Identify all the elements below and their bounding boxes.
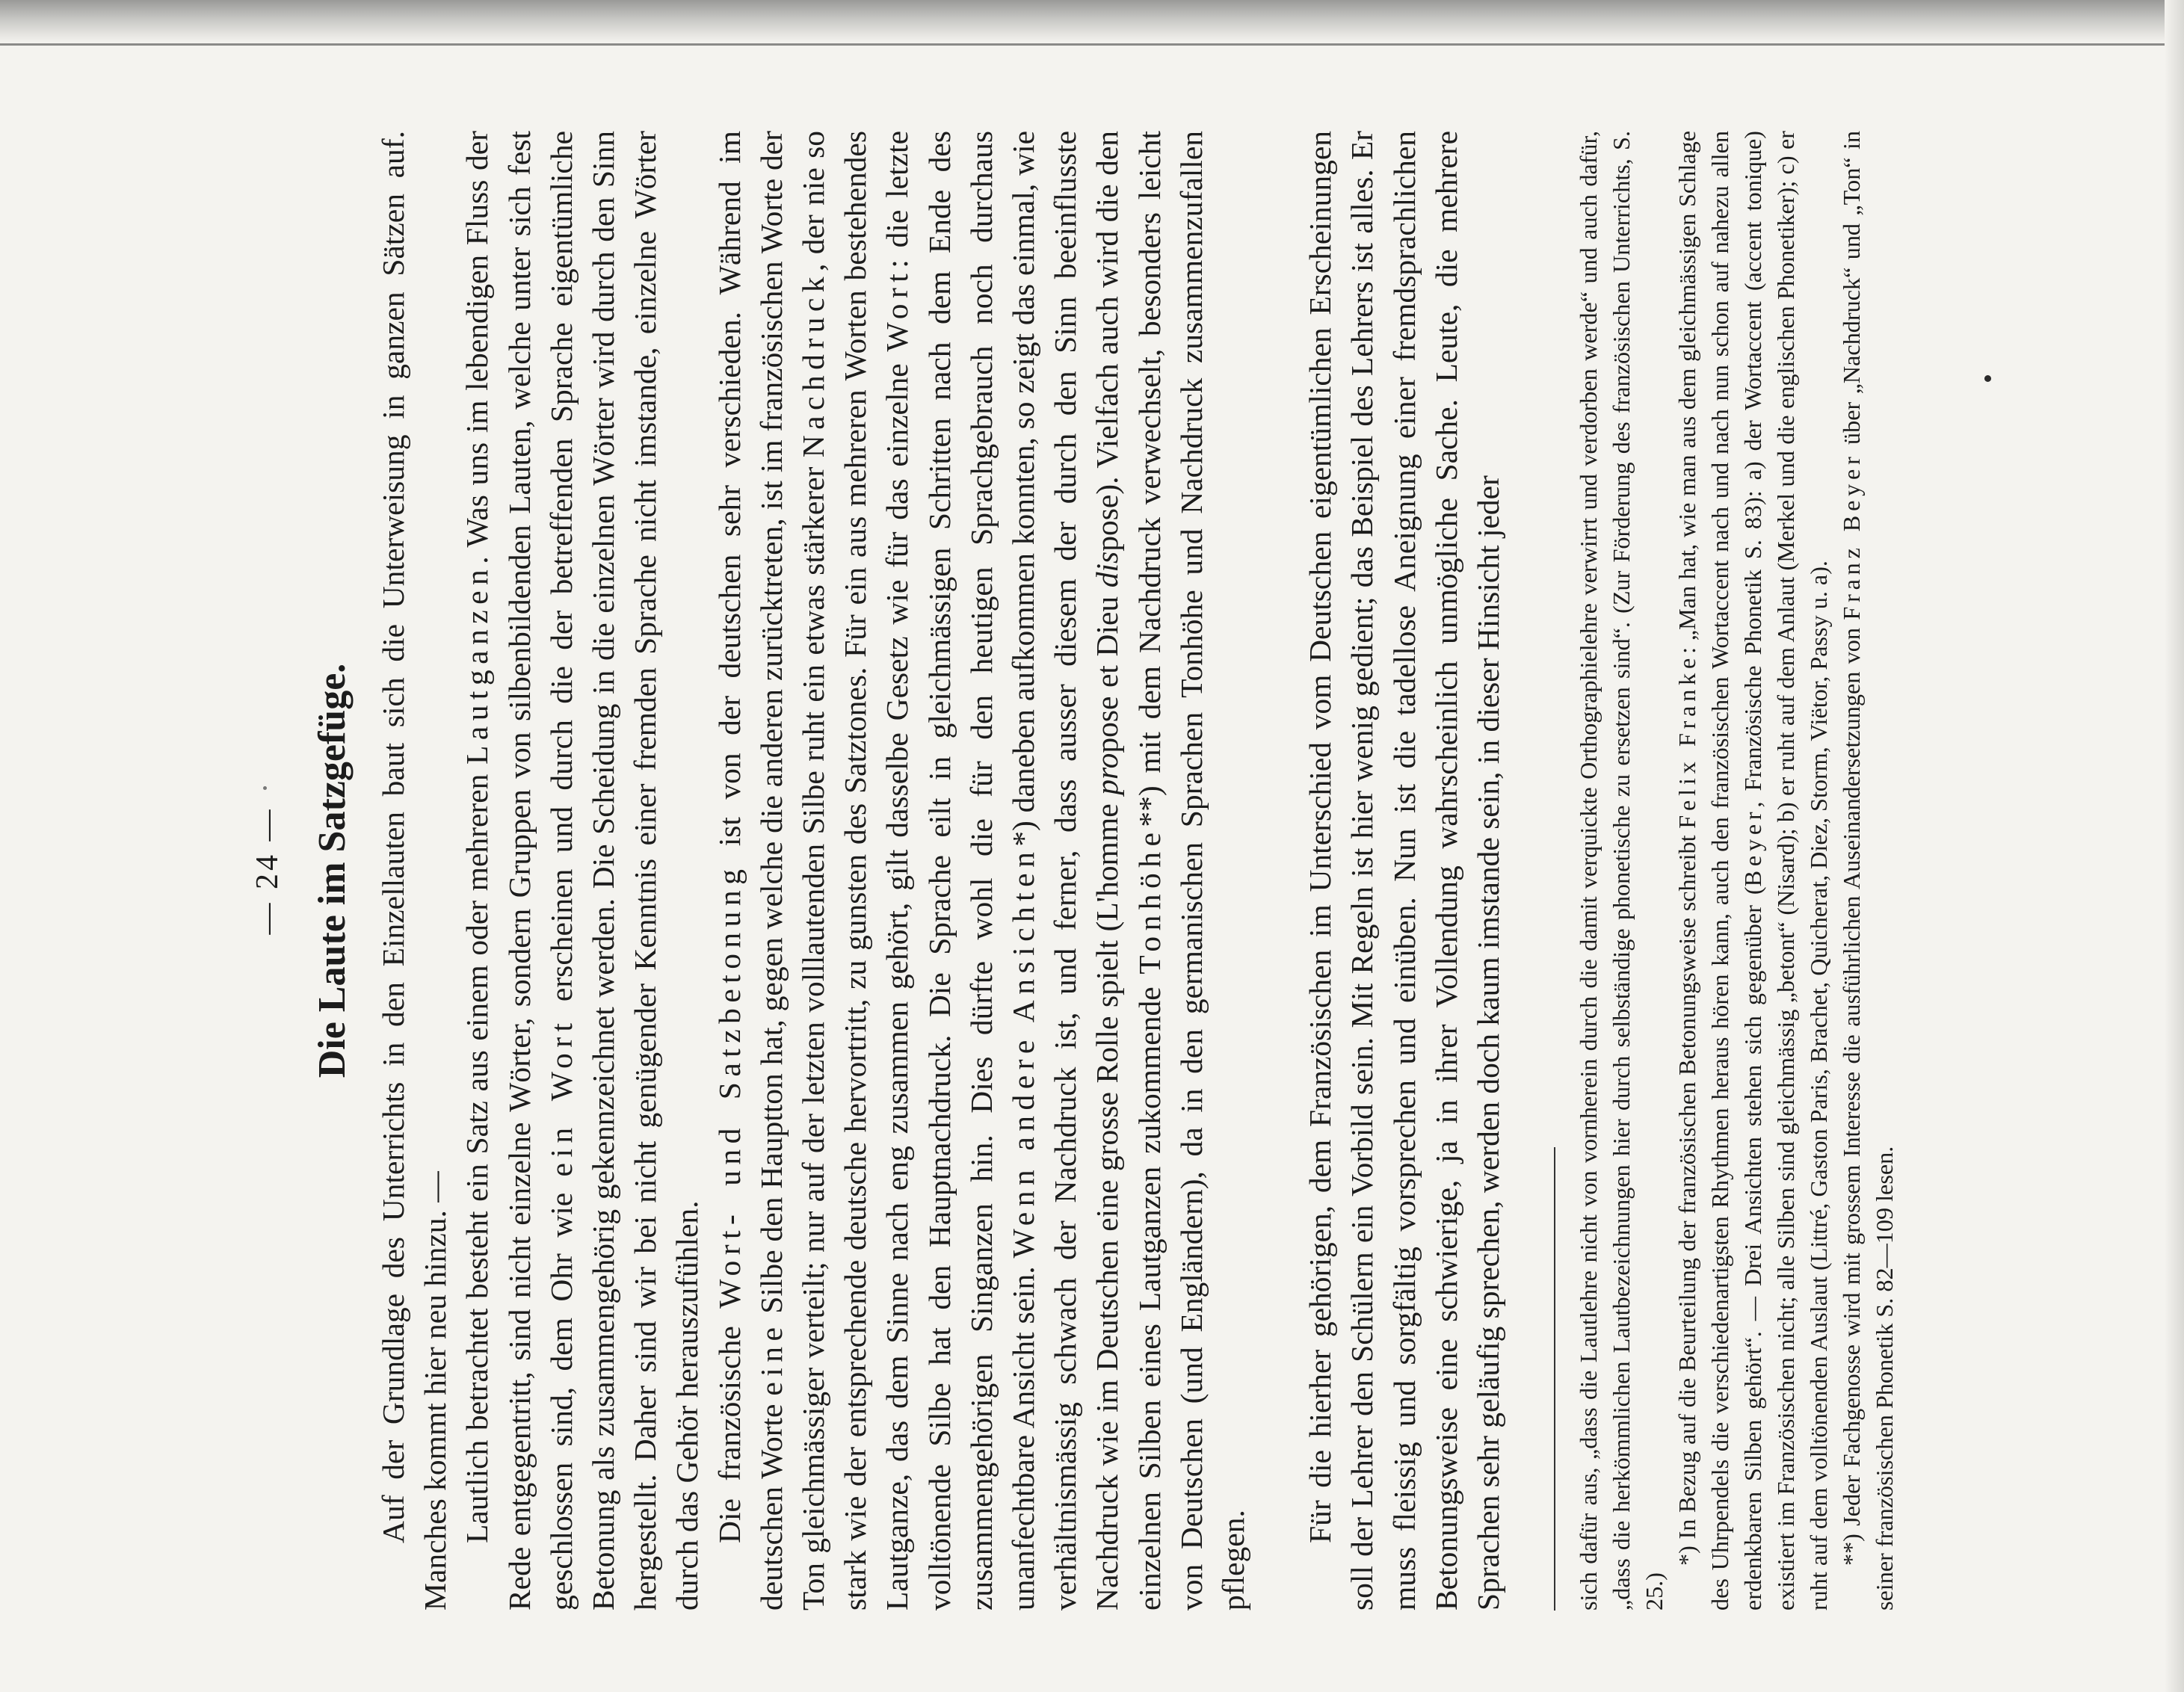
paragraph-2 [456,131,708,1611]
page-title: Die Laute im Satzgefüge. [311,663,354,1078]
emphasis-tonhoehe: Tonhöhe [1132,827,1167,975]
paragraph-1: Auf der Grundlage des Unterrichts in den Einzellauten baut sich die Unterweisung in ganzen Sätzen auf. Manches kommt hier neu hinzu. — [376,131,453,1611]
page-edge-shadow [2165,0,2184,1692]
text-run: über „Nachdruck“ und „Ton“ in seiner französischen Phonetik S. 82—109 lesen. [1838,131,1898,1611]
text-run: Lautlich betrachtet besteht ein Satz aus einem oder mehreren [460,765,495,1543]
emphasis-wort: Wort [880,268,915,352]
text-run: pose). Vielfach auch wird die den einzelnen Silben eines Lautganzen zukommende [1090,131,1167,1611]
text-run: *) daneben aufkommen konnten, so zeigt das einmal, wie verhältnismässig schwach der Nachdruck ist, und ferner, dass ausser diesem der durch den Sinn beeinflusste Nachdruck wie im Deutschen eine grosse Rolle spielt (L'homme [1006,131,1125,1611]
emphasis-nachdruck: Nachdruck [796,271,831,458]
text-run: pose et Dieu [1090,587,1125,753]
emphasis-lautganzen: Lautganzen [460,564,495,765]
paragraph-4: Für die hierher gehörigen, dem Französischen im Unterschied vom Deutschen eigentümlichen Erscheinungen soll der Lehrer den Schülern ein Vorbild sein. Mit Regeln ist hier wenig gedient; das Beispiel des Lehrers ist alles. Er muss fleissig und sorgfältig vorsprechen und einüben. Nun ist die tadellose Aneignung einer fremdsprachlichen Betonungsweise eine schwierige, ja in ihrer Vollendung wahrscheinlich unmögliche Sache. Leute, die mehrere Sprachen sehr geläufig sprechen, werden doch kaum imstande sein, in dieser Hinsicht jeder [1303,131,1506,1611]
text-run: Die französische [712,1308,747,1543]
scanner-shadow [0,0,2184,43]
emphasis-felix-franke: Felix Franke [1674,653,1701,829]
emphasis-franz-beyer: Franz Beyer [1838,452,1866,620]
text-run: , der nie so stark wie der entsprechende deutsche hervortritt, zu gunsten des Satztones. Für ein aus mehreren Worten bestehendes Lautganze, das dem Sinne nach eng zusammen gehört, gilt dasselbe Gesetz wie für das einzelne [796,131,915,1611]
paragraph-3 [709,131,1255,1611]
footnote-continuation: sich dafür aus, „dass die Lautlehre nicht von vornherein durch die damit verquickte Orthographielehre verwirrt und verdorben werde“ und auch dafür, „dass die herkömmlichen Lautbezeichnungen hier durch selbständige phonetische zu ersetzen sind“. (Zur Förderung des französischen Unterrichts, S. 25.) [1575,131,1668,1611]
footnote-1 [1671,131,1835,1611]
footnote-2 [1835,131,1901,1611]
text-run: *) In Bezug auf die Beurteilung der französischen Betonungsweise schreibt [1674,828,1701,1566]
text-run: Silbe den Hauptton hat, gegen welche die anderen zurücktreten, ist im französischen Worte der Ton gleichmässiger verteilt; nur auf der letzten volllautenden Silbe ruht ein etwas stärkerer [753,131,831,1611]
text-run: **) mit dem Nachdruck verwechselt, besonders leicht von Deutschen (und Engländern), da in den germanischen Sprachen Tonhöhe und Nachdruck zusammenzufallen pflegen. [1132,131,1251,1611]
emphasis-beyer: Beyer [1739,807,1767,887]
text-run: , Französische Phonetik S. 83): a) der Wortaccent (accent tonique) existiert im Französischen nicht; alle Silben sind gleichmässig „betont“ (Nisard); b) er ruht auf dem Anlaut (Merkel und die englischen Phonetiker); c) er ruht auf dem volltönenden Auslaut (Littré, Gaston Paris, Brachet, Quicherat, Diez, Storm, Viëtor, Passy u. a). [1739,131,1833,1611]
italic-dis: dis [1090,551,1125,588]
scanner-edge-line [0,43,2184,46]
emphasis-wenn-andere-ansichten: Wenn andere Ansichten [1006,846,1041,1259]
text-run: **) Jeder Fachgenosse wird mit grossem Interesse die ausführlichen Auseinandersetzungen von [1838,620,1866,1566]
emphasis-ein-wort: ein Wort [543,1017,579,1177]
text-run: : die letzte volltönende Silbe hat den Hauptnachdruck. Die Sprache eilt in gleichmässigen Schritten nach dem Ende des zusammengehörigen Singanzen hin. Dies dürfte wohl die für den heutigen Sprachgebrauch noch durchaus unanfechtbare Ansicht sein. [880,131,1041,1611]
page-number: — 24 — [250,806,285,935]
emphasis-wort-und-satzbetonung: Wort- und Satzbetonung [712,863,747,1309]
italic-pro: pro [1090,753,1125,795]
text-run: . Was uns im lebendigen Fluss der Rede entgegentritt, sind nicht einzelne Wörter, sondern Gruppen von silbenbildenden Lauten, welche unter sich fest geschlossen sind, dem Ohr wie [460,131,579,1611]
document-page [247,131,1988,1611]
emphasis-eine: eine [753,1321,789,1396]
footnote-rule [1554,1147,1555,1611]
text-run: : „Man hat, wie man aus dem gleichmässigen Schlage des Uhrpendels die verschiedenartigsten Rhythmen heraus hören kann, auch den französischen Wortaccent nach und nach nun schon auf nahezu allen erdenkbaren Silben gehört“. — Drei Ansichten stehen sich gegenüber ( [1674,131,1767,1611]
text-run: erscheinen und durch die der betreffenden Sprache eigentümliche Betonung als zusammengehörig gekennzeichnet werden. Die Scheidung in die einzelnen Wörter wird durch den Sinn hergestellt. Daher sind wir bei nicht genügender Kenntnis einer fremden Sprache nicht imstande, einzelne Wörter durch das Gehör herauszufühlen. [543,131,705,1611]
text-run: ist von der deutschen sehr verschieden. Während im deutschen Worte [712,131,789,1611]
